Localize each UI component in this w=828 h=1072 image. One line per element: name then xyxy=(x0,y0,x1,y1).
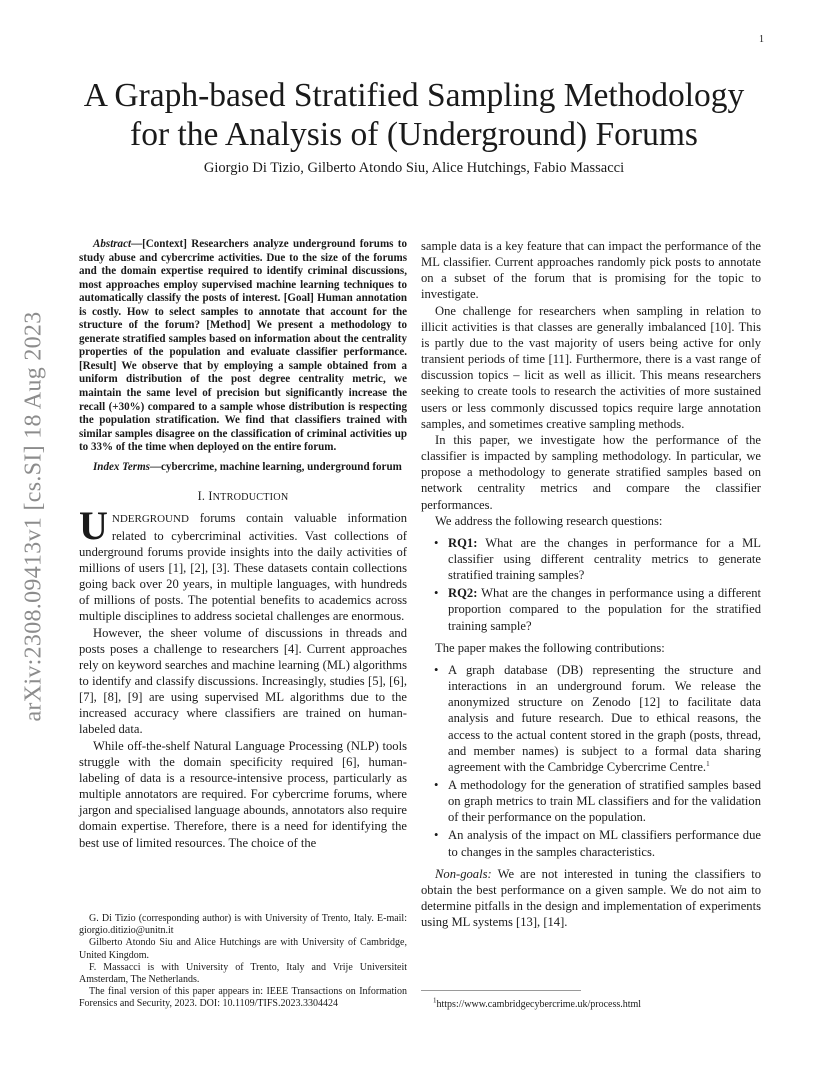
intro-paragraph-1 xyxy=(79,503,407,624)
index-terms xyxy=(79,461,407,475)
footnote-affiliation-2: Gilberto Atondo Siu and Alice Hutchings are with University of Cambridge, United Kingdom. xyxy=(79,937,407,961)
contribution-3-text: An analysis of the impact on ML classifiers performance due to changes in the samples characteristics. xyxy=(448,828,761,859)
footnote-divider xyxy=(421,990,581,991)
list-item xyxy=(448,662,761,775)
intro-paragraph-2: However, the sheer volume of discussions in threads and posts poses a challenge to researchers [4]. Current approaches rely on keyword searches and machine learning (ML) algorithms to identify and classify discussions. Increasingly, studies [5], [6], [7], [8], [9] are using supervised ML algorithms due to the increased accuracy where classifiers are trained on human-labeled data. xyxy=(79,625,407,737)
section-title-smallcaps: NTRODUCTION xyxy=(212,492,289,504)
rq1-text: What are the changes in performance for a ML classifier using different centrality metrics to generate stratified training samples? xyxy=(448,535,761,583)
section-heading xyxy=(79,488,407,506)
footnote-publication: The final version of this paper appears in: IEEE Transactions on Information Forensics and Security, 2023. DOI: 10.1109/TIFS.2023.3304424 xyxy=(79,986,407,1010)
contribution-1-text: A graph database (DB) representing the structure and interactions in an underground forum. We release the anonymized structure on Zenodo [12] to facilitate data analysis and future research. Due to ethical reasons, the access to the actual content stored in the graph (posts, thread, and member names) is subject to a formal data sharing agreement with the Cambridge Cybercrime Centre. xyxy=(448,662,761,774)
contribution-2-text: A methodology for the generation of stratified samples based on graph metrics to train ML classifiers and for the validation of their performance on the population. xyxy=(448,778,761,825)
intro-paragraph-3: While off-the-shelf Natural Language Processing (NLP) tools struggle with the domain specificity required [6], human-labeling of data is a resource-intensive process, particularly as multiple annotators are required. For cybercrime forums, where jargon and specialised language abounds, annotators also require domain expertise. Therefore, there is a need for identifying the best use of limited resources. The choice of the xyxy=(79,738,407,850)
paper-title: A Graph-based Stratified Sampling Methodology for the Analysis of (Underground) Forums xyxy=(83,77,745,153)
index-terms-label: Index Terms xyxy=(93,460,150,473)
index-terms-text: —cybercrime, machine learning, underground forum xyxy=(149,460,402,473)
list-item xyxy=(448,535,761,583)
author-list: Giorgio Di Tizio, Gilberto Atondo Siu, Alice Hutchings, Fabio Massacci xyxy=(203,160,625,176)
left-column xyxy=(79,238,407,851)
intro-caps: NDERGROUND xyxy=(111,513,189,526)
contributions-intro: The paper makes the following contributions: xyxy=(435,640,665,655)
footnote-affiliation-3: F. Massacci is with University of Trento, Italy and Vrije Universiteit Amsterdam, The Netherlands. xyxy=(79,961,407,986)
right-paragraph-3: In this paper, we investigate how the performance of the classifier is impacted by sampling methodology. In particular, we propose a methodology to generate stratified samples based on network centrality metrics and compare the classifier performances. xyxy=(421,432,761,512)
research-questions-intro: We address the following research questions: xyxy=(435,513,663,528)
list-item xyxy=(448,585,761,633)
right-column xyxy=(421,238,761,930)
url-footnote-text: https://www.cambridgecybercrime.uk/process.html xyxy=(436,999,642,1010)
footnote-marker: 1 xyxy=(706,759,710,768)
dropcap: U xyxy=(79,503,108,549)
abstract-text: —[Context] Researchers analyze underground forums to study abuse and cybercrime activities. Due to the size of the forums and the domain expertise required to identify criminal discussions, most approaches employ supervised machine learning techniques to automatically classify the posts of interest. [Goal] Human annotation is costly. How to select samples to annotate that account for the structure of the forum? [Method] We present a methodology to generate stratified samples based on information about the centrality properties of the population and evaluate classifier performance. [Result] We observe that by employing a sample obtained from a uniform distribution of the post degree centrality metric, we maintain the same level of precision but significantly increase the recall (+30%) compared to a sample whose distribution is respecting the population stratification. We find that classifiers trained with similar samples disagree on the classification of criminal activities up to 33% of the time when deployed on the entire forum. xyxy=(79,238,407,454)
intro-p1-text: forums contain valuable information related to cybercriminal activities. Vast collections of underground forums provide insights into the daily activities of millions of users [1], [2], [3]. These datasets contain collections going back over 20 years, in multiple languages, with hundreds of millions of posts. The potential benefits to academics across multiple disciplines to address societal challenges are enormous. xyxy=(79,511,407,624)
abstract xyxy=(79,238,407,455)
right-paragraph-1: sample data is a key feature that can impact the performance of the ML classifier. Current approaches randomly pick posts to annotate on a subset of the forum that is promising for the topic to investigate. xyxy=(421,239,761,302)
abstract-label: Abstract xyxy=(93,238,132,250)
rq2-text: What are the changes in performance using a different proportion compared to the population for the stratified training sample? xyxy=(448,586,761,633)
rq2-label: RQ2: xyxy=(448,586,478,601)
section-numeral: I. I xyxy=(197,489,213,504)
list-item xyxy=(448,827,761,859)
contributions-list xyxy=(421,662,761,860)
non-goals-label: Non-goals: xyxy=(435,866,492,881)
url-footnote xyxy=(433,996,642,1011)
footnote-affiliation-1: G. Di Tizio (corresponding author) is with University of Trento, Italy. E-mail: giorgio.ditizio@unitn.it xyxy=(79,913,407,937)
arxiv-stamp xyxy=(14,262,54,770)
page-number: 1 xyxy=(759,34,764,45)
url-footnote-marker: 1 xyxy=(433,996,437,1005)
rq1-label: RQ1: xyxy=(448,535,478,550)
non-goals-text: We are not interested in tuning the classifiers to obtain the best performance on a given sample. We do not aim to determine pitfalls in the design and implementation of experiments using ML systems [13], [14]. xyxy=(421,866,761,930)
list-item xyxy=(448,777,761,825)
research-questions-list xyxy=(421,535,761,634)
non-goals-paragraph xyxy=(421,866,761,931)
author-footnotes xyxy=(79,913,407,1011)
arxiv-stamp-text: arXiv:2308.09413v1 [cs.SI] 18 Aug 2023 xyxy=(20,310,47,722)
right-paragraph-2: One challenge for researchers when sampling in relation to illicit activities is that classes are generally imbalanced [10]. This is partly due to the vast majority of users being active for only transient periods of time [11]. Furthermore, there is a vast range of discussion topics – licit as well as illicit. This means researchers seeking to create tools to research the activities of more sustained users or less commonly discussed topics require large annotation samples, and sometimes creative sampling methods. xyxy=(421,303,761,431)
